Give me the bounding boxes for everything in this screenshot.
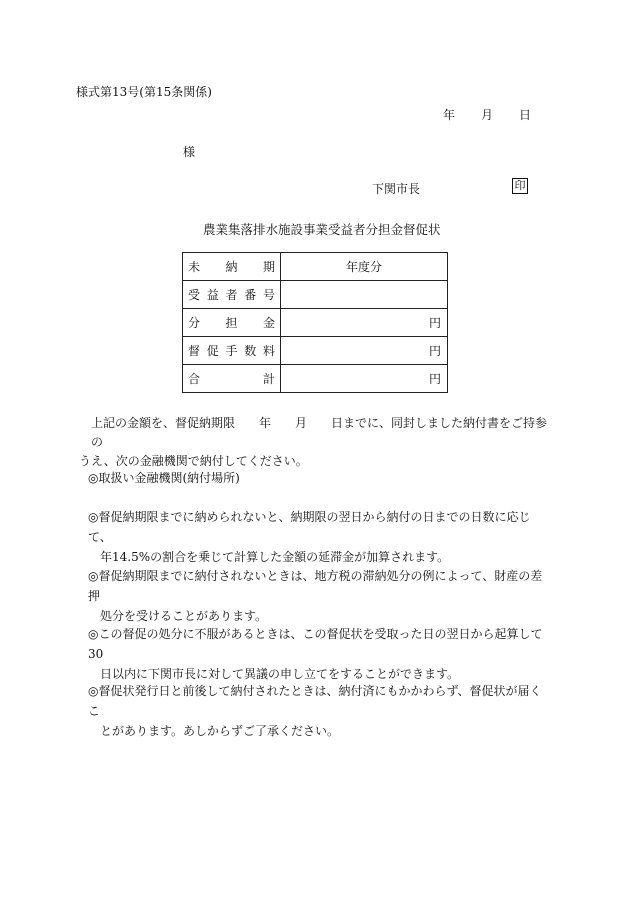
label-char: 納 <box>225 260 238 274</box>
instruction-line-2: うえ、次の金融機関で納付してください。 <box>79 454 308 468</box>
label-char: 料 <box>262 344 275 358</box>
payment-table <box>182 252 448 393</box>
table-row-label <box>183 253 281 281</box>
table-row-value: 円 <box>281 309 448 337</box>
label-char: 金 <box>262 316 275 330</box>
recipient-suffix: 様 <box>183 145 196 159</box>
label-char: 分 <box>188 316 201 330</box>
table-row-label <box>183 281 281 309</box>
table-row-label <box>183 337 281 365</box>
table-row-label <box>183 365 281 393</box>
table-row <box>183 365 448 393</box>
label-char: 促 <box>206 344 219 358</box>
table-row <box>183 309 448 337</box>
date-month-label: 月 <box>481 108 494 122</box>
notice-line-1: ◎督促状発行日と前後して納付されたときは、納付済にもかかわらず、督促状が届くこ <box>88 684 542 718</box>
table-row-value <box>281 281 448 309</box>
notice-item <box>88 624 550 684</box>
table-row-value: 円 <box>281 365 448 393</box>
notice-line-2: 処分を受けることがあります。 <box>100 609 268 623</box>
table-row <box>183 253 448 281</box>
label-char: 期 <box>262 260 275 274</box>
document-title: 農業集落排水施設事業受益者分担金督促状 <box>203 222 441 237</box>
notice-item <box>88 566 550 626</box>
date-year-label: 年 <box>443 108 456 122</box>
label-char: 番 <box>244 288 257 302</box>
notice-line-2: 日以内に下関市長に対して異議の申し立てをすることができます。 <box>100 667 460 681</box>
notice-line-1: ◎取扱い金融機関(納付場所) <box>88 471 240 485</box>
table-row <box>183 337 448 365</box>
table-row <box>183 281 448 309</box>
table-row-label <box>183 309 281 337</box>
label-char: 者 <box>225 288 238 302</box>
label-char: 号 <box>262 288 275 302</box>
instruction-paragraph <box>79 414 549 471</box>
label-char: 数 <box>244 344 257 358</box>
notice-line-1: ◎この督促の処分に不服があるときは、この督促状を受取った日の翌日から起算して30 <box>88 627 543 661</box>
label-char: 督 <box>188 344 201 358</box>
notice-item <box>88 507 550 567</box>
label-char: 手 <box>225 344 238 358</box>
notice-line-1: ◎督促納期限までに納められないと、納期限の翌日から納付の日までの日数に応じて、 <box>88 510 531 544</box>
label-char: 未 <box>188 260 201 274</box>
label-char: 担 <box>225 316 238 330</box>
notice-line-1: ◎督促納期限までに納付されないときは、地方税の滞納処分の例によって、財産の差押 <box>88 569 543 603</box>
notice-line-2: 年14.5%の割合を乗じて計算した金額の延滞金が加算されます。 <box>100 550 450 564</box>
date-line <box>443 106 531 123</box>
form-number: 様式第13号(第15条関係) <box>76 85 212 99</box>
table-row-value: 円 <box>281 337 448 365</box>
notice-item <box>88 681 550 741</box>
sender-name: 下関市長 <box>372 182 421 196</box>
notice-line-2: とがあります。あしからずご了承ください。 <box>100 724 340 738</box>
table-row-value: 年度分 <box>281 253 448 281</box>
label-char: 益 <box>206 288 219 302</box>
label-char: 受 <box>188 288 201 302</box>
label-char: 計 <box>262 372 275 386</box>
label-char: 合 <box>188 372 201 386</box>
notice-item <box>88 468 550 488</box>
instruction-line-1: 上記の金額を、督促納期限 年 月 日までに、同封しました納付書をご持参の <box>91 416 548 449</box>
seal-mark: 印 <box>512 178 528 194</box>
date-day-label: 日 <box>519 108 532 122</box>
